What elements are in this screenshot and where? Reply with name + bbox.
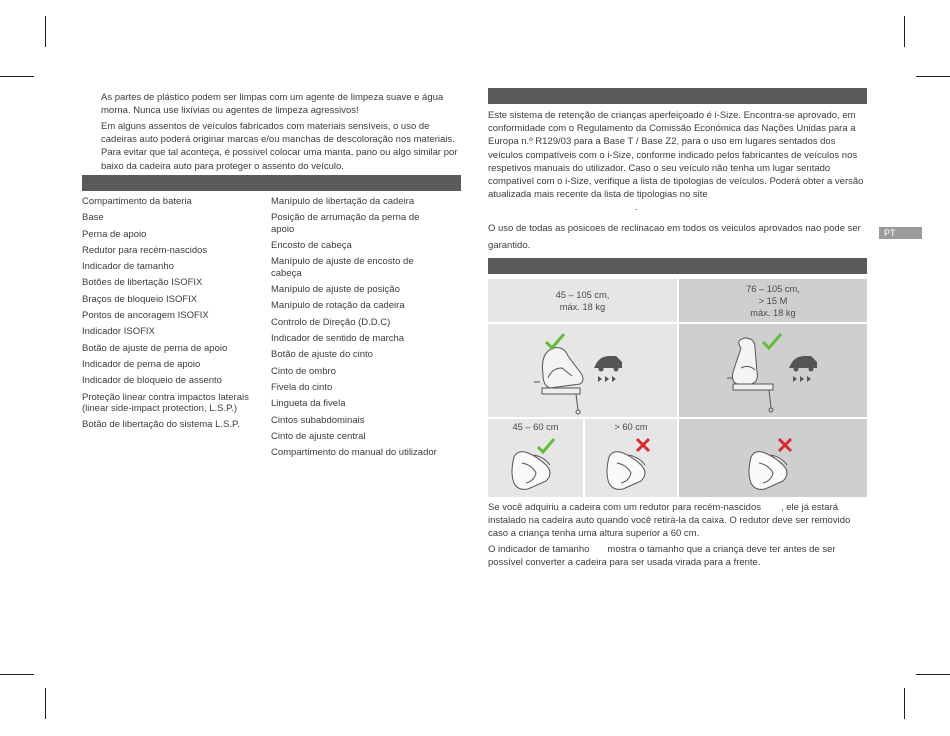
parts-list-item: Indicador ISOFIX <box>82 326 155 338</box>
parts-list-item: Manípulo de ajuste de posição <box>271 284 400 296</box>
reducer-removed-illustration <box>585 433 677 495</box>
size-indicator-paragraph <box>488 543 870 569</box>
parts-list-item: Cintos subabdominais <box>271 414 365 426</box>
parts-section-header-bar <box>82 175 461 191</box>
usage-section-header-bar <box>488 258 867 274</box>
parts-list-item: Manípulo de ajuste de encosto de cabeça <box>271 256 414 279</box>
parts-list-item: Compartimento da bateria <box>82 196 192 207</box>
language-tab-pt: PT <box>879 227 922 239</box>
col1-weight: máx. 18 kg <box>559 302 606 312</box>
parts-list-item: Botão de libertação do sistema L.S.P. <box>82 419 240 431</box>
crop-mark <box>904 688 905 719</box>
parts-list-b <box>271 196 441 463</box>
parts-list-item: Indicador de perna de apoio <box>82 358 201 370</box>
care-paragraph-1: As partes de plástico podem ser limpas com um agente de limpeza suave e água morna. Nunca use lixívias ou agentes de limpeza agressivos! <box>101 92 444 117</box>
isize-text: Este sistema de retenção de crianças aperfeiçoado é i-Size. Encontra-se aprovado, em conformidade com o Regulamento da Comissão Económica das Nações Unidas para a Europa n.º R129/03 para a Base T / Base Z2, para o uso em lugares sentados dos veículos compatíveis com o i-Size, conforme indicado pelos fabricantes de veículos nos respetivos manuais do utilizador. Caso o seu veículo não tenha um lugar sentado compatível com o i-Size, verifique a lista de tipologias de veículos. Poderá obter a versão atualizada mais recente da lista de tipologias no site <box>488 110 864 201</box>
rearward-seat-illustration <box>488 324 677 417</box>
table-cell-forward-range <box>679 279 867 322</box>
sub2-label: > 60 cm <box>614 422 648 432</box>
crop-mark <box>916 76 950 77</box>
col2-range: 76 – 105 cm, <box>746 284 800 294</box>
parts-list-item: Cinto de ajuste central <box>271 430 366 442</box>
parts-list-item: Compartimento do manual do utilizador <box>271 447 437 459</box>
parts-list-item: Indicador de sentido de marcha <box>271 333 405 345</box>
crop-mark <box>0 674 34 675</box>
crop-mark <box>916 674 950 675</box>
parts-list-item: Botão de ajuste de perna de apoio <box>82 342 228 354</box>
parts-list-item: Lingueta da fivela <box>271 398 346 410</box>
table-cell-forward-image <box>679 324 867 417</box>
parts-list-item: Base <box>82 212 104 224</box>
size-text-b: mostra o tamanho que a criança deve ter antes de ser possível converter a cadeira para ser usada virada para a frente. <box>488 544 836 569</box>
parts-list-item: Indicador de bloqueio de assento <box>82 375 222 387</box>
isize-tail: . <box>635 202 638 214</box>
parts-list-item: Proteção linear contra impactos laterais (linear side-impact protection, L.S.P.) <box>82 391 249 415</box>
sub1-label: 45 – 60 cm <box>512 422 559 432</box>
parts-list-item: Cinto de ombro <box>271 365 336 377</box>
parts-list-item: Botões de libertação ISOFIX <box>82 277 203 289</box>
parts-list-item: Controlo de Direção (D.D.C) <box>271 316 391 328</box>
isize-paragraph <box>488 109 870 215</box>
car-icon <box>594 356 622 372</box>
forward-seat-illustration <box>679 324 867 417</box>
parts-list-item: Braços de bloqueio ISOFIX <box>82 293 198 305</box>
reducer-paragraph <box>488 501 870 541</box>
table-cell-reducer-removed <box>585 419 677 497</box>
isize-section-header-bar <box>488 88 867 104</box>
crop-mark <box>45 688 46 719</box>
care-paragraph-2: Em alguns assentos de veículos fabricados com materiais sensíveis, o uso de cadeiras auto poderá originar marcas e/ou manchas de descoloração nos materiais. Para evitar que tal aconteça, é possível colocar uma manta, pano ou algo similar por baixo da cadeira auto para proteger o assento do veículo. <box>101 121 458 172</box>
col2-months: > 15 M <box>758 296 788 306</box>
parts-list-item: Encosto de cabeça <box>271 240 352 252</box>
table-cell-rearward-range <box>488 279 677 322</box>
parts-list-item: Perna de apoio <box>82 228 147 240</box>
parts-list-item: Manípulo de rotação da cadeira <box>271 300 405 312</box>
size-text-a: O indicador de tamanho <box>488 544 590 555</box>
col1-range: 45 – 105 cm, <box>555 290 610 300</box>
reducer-fitted-illustration <box>488 433 583 495</box>
reducer-text-b: , ele já estará instalado na cadeira auto quando você retirá-la da caixa. O redutor deve ser removido caso a criança tenha uma altura superior a 60 cm. <box>488 502 851 540</box>
table-cell-forward-reducer <box>679 419 867 497</box>
col2-weight: máx. 18 kg <box>750 308 796 318</box>
parts-list-item: Manípulo de libertação da cadeira <box>271 196 415 207</box>
parts-list-a <box>82 196 260 436</box>
reducer-text-a: Se você adquiriu a cadeira com um redutor para recém-nascidos <box>488 502 761 513</box>
car-icon <box>789 356 817 372</box>
crop-mark <box>904 16 905 47</box>
forward-reducer-illustration <box>679 419 867 497</box>
parts-list-item: Redutor para recém-nascidos <box>82 244 208 256</box>
crop-mark <box>45 16 46 47</box>
parts-list-item: Pontos de ancoragem ISOFIX <box>82 310 209 322</box>
parts-list-item: Indicador de tamanho <box>82 261 174 273</box>
table-cell-rearward-image <box>488 324 677 417</box>
parts-list-item: Posição de arrumação da perna de apoio <box>271 212 420 235</box>
parts-list-item: Botão de ajuste do cinto <box>271 349 373 361</box>
crop-mark <box>0 76 34 77</box>
recline-paragraph: O uso de todas as posicoes de reclinacao em todos os veiculos aprovados nao pode ser garantido. <box>488 223 861 251</box>
table-cell-reducer-fitted <box>488 419 583 497</box>
parts-list-item: Fivela do cinto <box>271 381 333 393</box>
